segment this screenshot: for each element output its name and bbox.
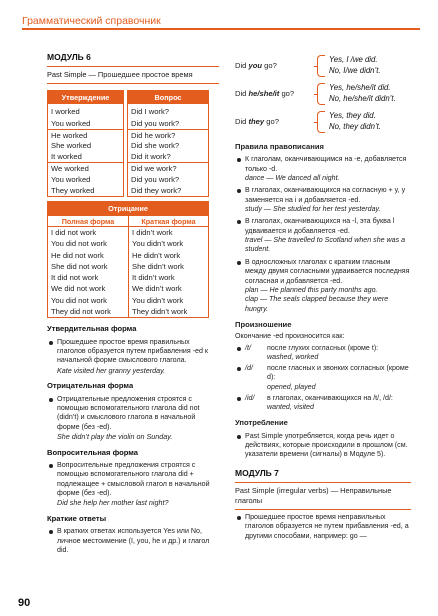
brace-icon <box>317 55 325 77</box>
module-7-subtitle: Past Simple (irregular verbs) — Неправильные глаголы <box>235 486 392 506</box>
module-6-subtitle <box>47 70 219 80</box>
table-row: She didn’t work <box>132 261 184 271</box>
q-rest: go? <box>279 88 295 98</box>
module-7-title: МОДУЛЬ 7 <box>235 467 279 478</box>
table-row: Did you work? <box>131 174 180 184</box>
pronunciation-example: opened, played <box>267 382 316 391</box>
module-rule <box>47 66 219 67</box>
spelling-example: study — She studied for her test yesterday. <box>245 205 381 214</box>
spelling-title: Правила правописания <box>235 142 324 151</box>
q-prefix: Did <box>235 116 249 126</box>
spelling-example: travel — She travelled to Scotland when she was a student. <box>245 236 406 254</box>
affirmative-rule: Прошедшее простое время правильных глаголов образуется путем прибавления -ed к начальной форме смыслового глагола. <box>47 338 219 366</box>
right-column <box>235 52 411 541</box>
q-rest: go? <box>262 60 277 70</box>
negative-rule: Отрицательные предложения строятся с помощью вспомогательного глагола did not (didn’t) и смыслового глагола в начальной форме (без -ed). <box>47 395 219 432</box>
pronunciation-sound: /t/ <box>245 343 251 352</box>
spelling-example: clap — The seals clapped because they were hungry. <box>245 295 389 313</box>
table-row: Did I work? <box>131 107 169 117</box>
table-row: We didn’t work <box>132 284 182 294</box>
usage-rule: Past Simple употребляется, когда речь идет о действиях, которые происходили в прошлом (см. указатели времени (сигналы) в Модуле 5). <box>235 432 411 460</box>
pronunciation-rule: в глаголах, оканчивающихся на /t/, /d/: <box>267 393 393 402</box>
pronunciation-text <box>267 394 411 412</box>
negative-section-title: Отрицательная форма <box>47 381 134 391</box>
conjugation-grid <box>47 90 219 197</box>
question-heading: Вопрос <box>128 91 208 104</box>
affirmative-section-title: Утвердительная форма <box>47 324 137 334</box>
answer-yes: Yes, they did. <box>329 111 376 121</box>
table-row: We did not work <box>51 284 106 294</box>
answer-no: No, he/she/it didn’t. <box>329 94 396 103</box>
affirmative-example: Kate visited her granny yesterday. <box>57 365 166 375</box>
subtitle-rest: — Прошедшее простое время <box>86 70 193 80</box>
module-7-rule: Прошедшее простое время неправильных глаголов образуется не путем прибавления -ed, а другими способами, например: go — <box>235 513 411 541</box>
subtitle-rule <box>235 509 411 510</box>
pronunciation-rule: после гласных и звонких согласных (кроме d): <box>267 364 409 382</box>
pronunciation-item <box>235 344 411 362</box>
table-row: He did not work <box>51 250 104 260</box>
spelling-example: dance — We danced all night. <box>245 173 340 182</box>
short-form-heading: Краткая форма <box>129 215 208 227</box>
table-row: I did not work <box>51 227 97 237</box>
question-rule: Вопросительные предложения строятся с помощью вспомогательного глагола did + подлежащее + смысловой глагол в начальной форме (без -ed). <box>47 461 219 498</box>
question-example: Did she help her mother last night? <box>57 498 169 508</box>
short-answer-question <box>235 61 317 71</box>
pronunciation-example: washed, worked <box>267 353 319 362</box>
table-row: She worked <box>51 141 92 151</box>
table-row: They didn’t work <box>132 307 188 317</box>
pronunciation-item <box>235 394 411 412</box>
short-answer-question <box>235 89 317 99</box>
table-row: Did it work? <box>131 152 171 162</box>
negative-table <box>47 201 209 318</box>
table-row: Did you work? <box>131 118 180 128</box>
negative-example: She didn’t play the violin on Sunday. <box>57 432 173 442</box>
spelling-rule: К глаголам, оканчивающимся на -е, добавляется только -d. <box>235 155 411 174</box>
pronunciation-sound: /id/ <box>245 393 255 402</box>
table-row: She did not work <box>51 261 108 271</box>
table-row: He didn’t work <box>132 250 181 260</box>
negative-columns <box>48 215 208 317</box>
pronunciation-example: wanted, visited <box>267 403 314 412</box>
left-column <box>47 52 219 556</box>
question-section-title: Вопросительная форма <box>47 447 139 457</box>
answer-no: No, I/we didn’t. <box>329 66 381 75</box>
q-pronoun: he/she/it <box>248 88 280 98</box>
table-row: Did he work? <box>128 129 208 140</box>
bullet-icon <box>235 364 245 392</box>
module-rule <box>235 482 411 483</box>
short-answer-row <box>235 80 411 108</box>
table-row: It did not work <box>51 273 99 283</box>
table-row: You worked <box>51 174 91 184</box>
short-answers-title: Краткие ответы <box>47 514 107 524</box>
bullet-icon <box>235 344 245 362</box>
pronunciation-text <box>267 364 411 392</box>
table-row: He worked <box>48 129 123 140</box>
table-row: It didn’t work <box>132 273 175 283</box>
table-row: They did not work <box>51 307 111 317</box>
pronunciation-text <box>267 344 411 362</box>
pronunciation-sound: /d/ <box>245 364 253 373</box>
header-rule <box>22 28 420 30</box>
short-answer-answers <box>329 55 381 76</box>
answer-no: No, they didn’t. <box>329 122 382 131</box>
table-row: You did not work <box>51 295 107 305</box>
table-row: You didn’t work <box>132 239 184 249</box>
short-answer-answers <box>329 111 381 132</box>
bullet-icon <box>235 394 245 412</box>
pronunciation-intro: Окончание -ed произносится как: <box>235 332 345 341</box>
page-header-title: Грамматический справочник <box>22 15 161 27</box>
table-row: You didn’t work <box>132 295 184 305</box>
spelling-rule: В глаголах, оканчивающихся на согласную + y, y заменяется на i и добавляется -ed. <box>235 186 411 205</box>
table-row: We worked <box>48 162 123 173</box>
answer-yes: Yes, he/she/it did. <box>329 83 391 93</box>
question-table <box>127 90 209 197</box>
subtitle-term: Past Simple <box>47 70 87 80</box>
pronunciation-item <box>235 364 411 392</box>
q-pronoun: they <box>248 116 265 126</box>
q-prefix: Did <box>235 88 249 98</box>
brace-icon <box>317 111 325 133</box>
q-prefix: Did <box>235 60 249 70</box>
full-form-heading: Полная форма <box>48 215 128 227</box>
short-answers-rule: В кратких ответах используется Yes или No, личное местоимение (I, you, he и др.) и глагол did. <box>47 527 219 555</box>
header-bar <box>0 0 438 28</box>
subtitle-rule <box>47 83 219 84</box>
spelling-rule: В односложных глаголах с кратким гласным между двумя согласными удваивается последняя согласная и добавляется -ed. <box>235 258 411 286</box>
table-row: You did not work <box>51 239 107 249</box>
table-row: Did they work? <box>131 185 182 195</box>
table-row: It worked <box>51 152 82 162</box>
negative-heading: Отрицание <box>48 202 208 215</box>
answer-yes: Yes, I /we did. <box>329 55 378 65</box>
pronunciation-title: Произношение <box>235 320 292 329</box>
usage-title: Употребление <box>235 418 288 428</box>
negative-short-column <box>128 215 208 317</box>
short-answer-answers <box>329 83 396 104</box>
module-7 <box>235 468 411 542</box>
table-row: They worked <box>51 185 95 195</box>
table-row: Did she work? <box>131 141 180 151</box>
spelling-rule: В глаголах, оканчивающихся на -l, эта буква l удваивается и добавляется -ed. <box>235 217 411 236</box>
table-row: I worked <box>51 107 80 117</box>
affirmative-heading: Утверждение <box>48 91 123 104</box>
short-answer-row <box>235 108 411 136</box>
brace-icon <box>317 83 325 105</box>
negative-full-column <box>48 215 128 317</box>
q-pronoun: you <box>248 60 263 70</box>
q-rest: go? <box>264 116 279 126</box>
pronunciation-rule: после глухих согласных (кроме t): <box>267 343 379 352</box>
short-answer-question <box>235 117 317 127</box>
table-row: I didn’t work <box>132 227 173 237</box>
spelling-example: plan — He planned this party months ago. <box>245 285 378 294</box>
table-row: Did we work? <box>128 162 208 173</box>
module-6-title: МОДУЛЬ 6 <box>47 52 91 62</box>
short-answer-row <box>235 52 411 80</box>
affirmative-table <box>47 90 124 197</box>
table-row: You worked <box>51 118 91 128</box>
page-number: 90 <box>18 597 31 609</box>
